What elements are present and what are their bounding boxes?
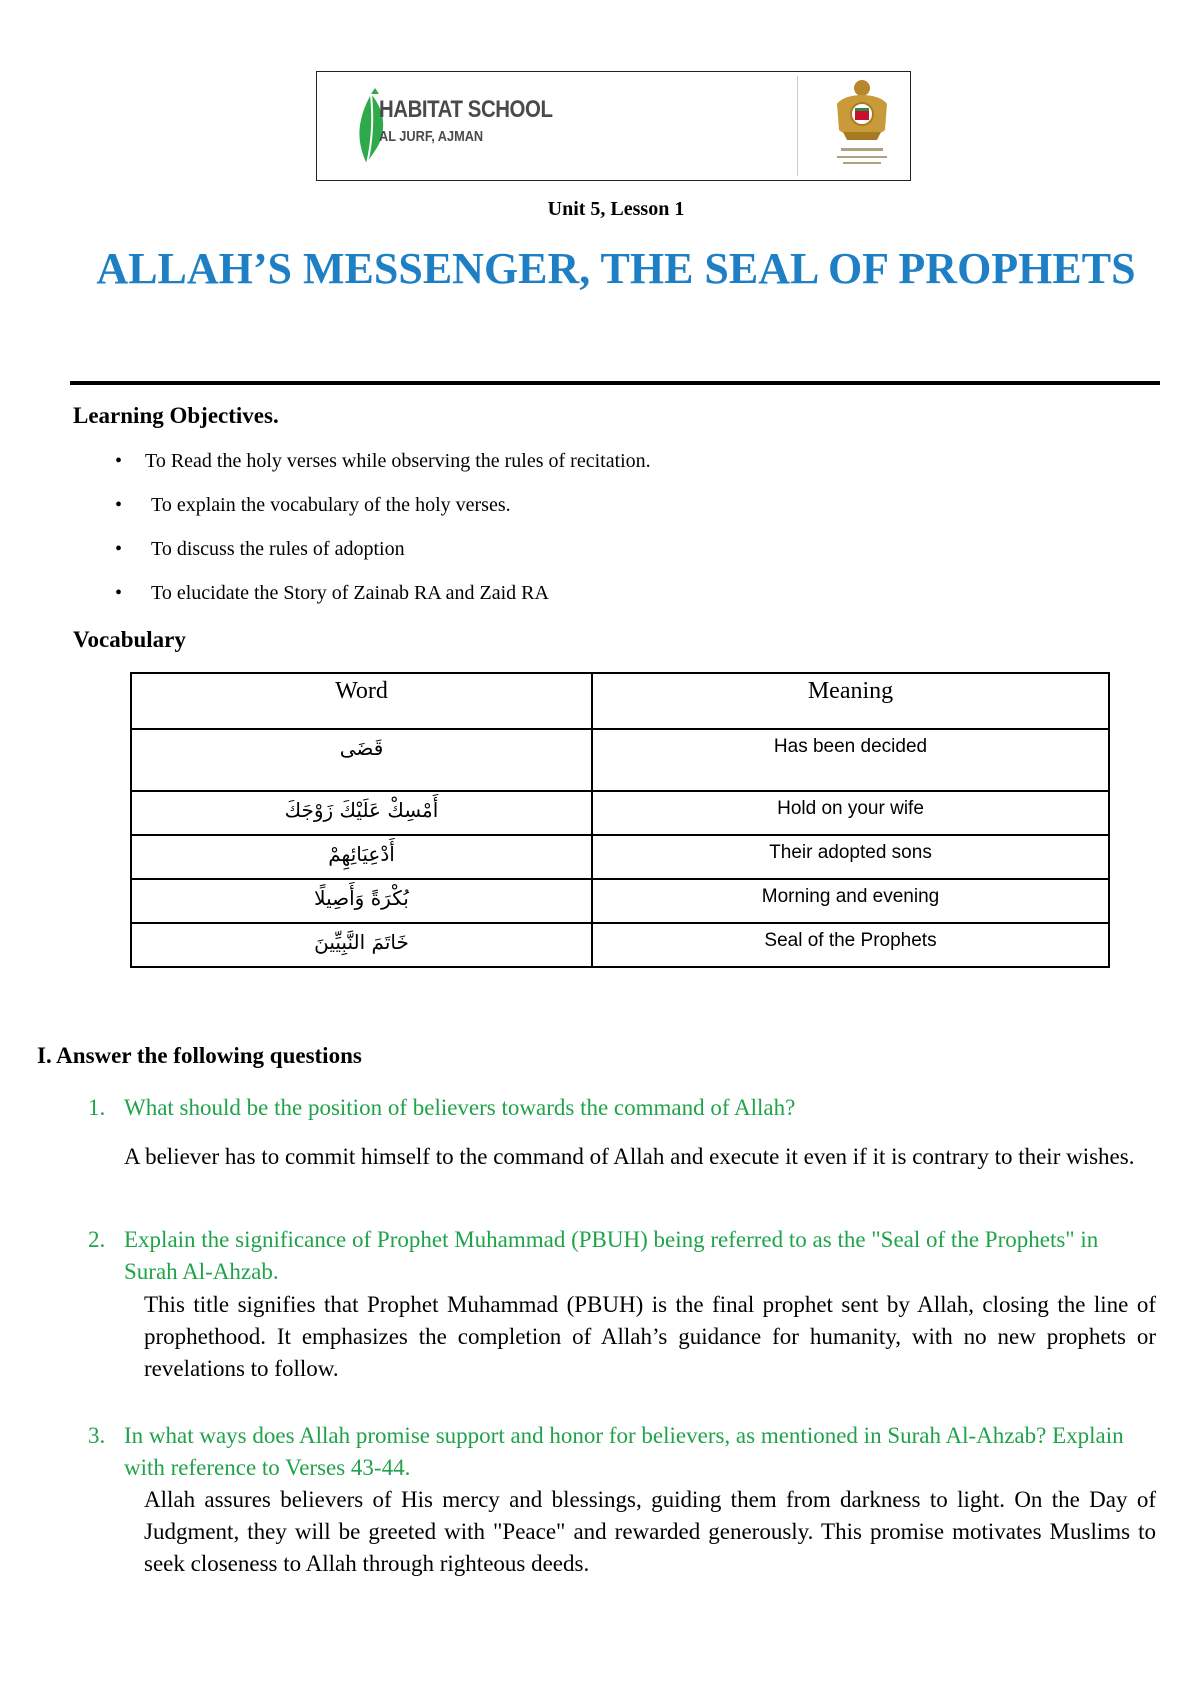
meaning-cell: Hold on your wife [592,791,1109,835]
column-header-word: Word [131,673,592,729]
question-2 [88,1224,1156,1288]
question-text: Explain the significance of Prophet Muhammad (PBUH) being referred to as the "Seal of the Prophets" in Surah Al-Ahzab. [124,1227,1099,1284]
meaning-cell: Seal of the Prophets [592,923,1109,967]
school-header [316,71,911,181]
page-title: ALLAH’S MESSENGER, THE SEAL OF PROPHETS [96,244,1136,293]
objective-item: • To elucidate the Story of Zainab RA and Zaid RA [115,582,651,626]
questions-heading: I. Answer the following questions [37,1043,362,1068]
question-number: 1. [88,1095,106,1120]
uae-emblem-icon [827,78,897,174]
objectives-list [115,450,651,626]
word-cell: أَدْعِيَائِهِمْ [131,835,592,879]
answer-3: Allah assures believers of His mercy and blessings, guiding them from darkness to light. On the Day of Judgment, they will be greeted with "Peace" and rewarded generously. This promise motivates Muslims to seek closeness to Allah through righteous deeds. [144,1487,1156,1576]
objectives-heading: Learning Objectives. [73,403,279,428]
table-row [131,835,1109,879]
vocabulary-heading: Vocabulary [73,627,186,652]
meaning-cell: Has been decided [592,729,1109,791]
objective-item: • To Read the holy verses while observing the rules of recitation. [115,450,651,494]
question-text: In what ways does Allah promise support and honor for believers, as mentioned in Surah Al-Ahzab? Explain with reference to Verses 43-44. [124,1423,1124,1480]
question-1 [88,1092,1156,1124]
school-name: HABITAT SCHOOL [379,96,553,123]
meaning-cell: Their adopted sons [592,835,1109,879]
word-cell: قَضَى [131,729,592,791]
objective-item: • To explain the vocabulary of the holy verses. [115,494,651,538]
header-divider [797,76,798,176]
word-cell: بُكْرَةً وَأَصِيلًا [131,879,592,923]
answer-1: A believer has to commit himself to the command of Allah and execute it even if it is contrary to their wishes. [124,1144,1135,1169]
column-header-meaning: Meaning [592,673,1109,729]
word-cell: أَمْسِكْ عَلَيْكَ زَوْجَكَ [131,791,592,835]
table-row [131,879,1109,923]
question-text: What should be the position of believers towards the command of Allah? [124,1095,796,1120]
question-number: 2. [88,1227,106,1252]
meaning-cell: Morning and evening [592,879,1109,923]
question-3 [88,1420,1156,1484]
table-row [131,729,1109,791]
answer-2: This title signifies that Prophet Muhammad (PBUH) is the final prophet sent by Allah, closing the line of prophethood. It emphasizes the completion of Allah’s guidance for humanity, with no new prophets or revelations to follow. [144,1292,1156,1381]
question-number: 3. [88,1423,106,1448]
school-location: AL JURF, AJMAN [379,128,484,145]
title-rule [70,381,1160,385]
vocabulary-table [130,672,1110,968]
word-cell: خَاتَمَ النَّبِيِّينَ [131,923,592,967]
unit-lesson-label: Unit 5, Lesson 1 [547,198,685,220]
table-row [131,923,1109,967]
table-row [131,791,1109,835]
objective-item: • To discuss the rules of adoption [115,538,651,582]
